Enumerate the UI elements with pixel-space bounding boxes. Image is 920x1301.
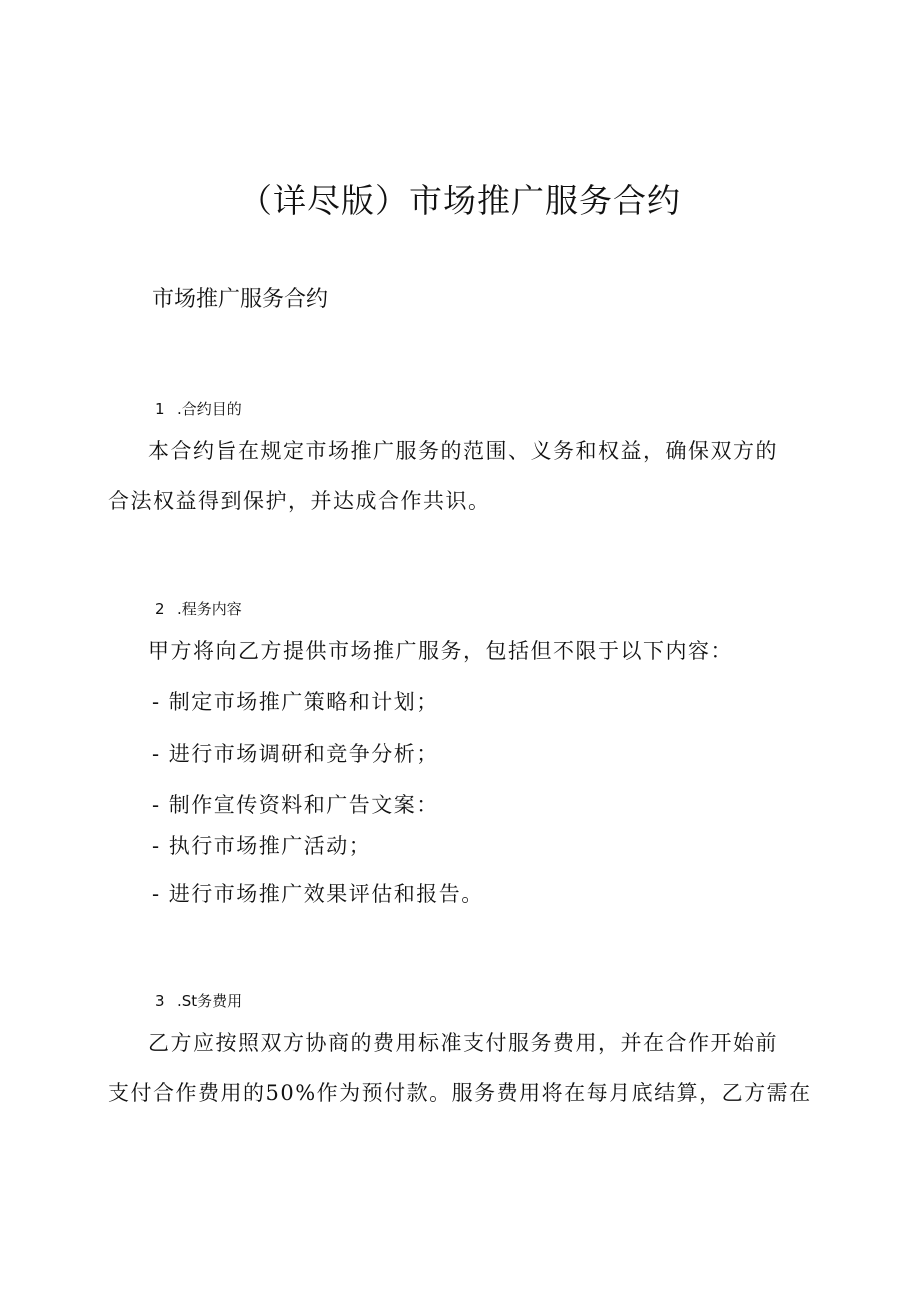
list-item: - 制定市场推广策略和计划； — [152, 690, 439, 714]
section-3-paragraph-line-1: 乙方应按照双方协商的费用标准支付服务费用，并在合作开始前 — [148, 1031, 778, 1055]
section-2-heading — [155, 598, 242, 620]
list-item: - 进行市场调研和竞争分析； — [152, 742, 439, 766]
document-title: （详尽版）市场推广服务合约 — [239, 181, 681, 220]
section-3-paragraph-line-2: 支付合作费用的50%作为预付款。服务费用将在每月底结算，乙方需在 — [108, 1081, 812, 1105]
section-2-intro: 甲方将向乙方提供市场推广服务，包括但不限于以下内容： — [148, 639, 733, 663]
section-3-heading — [155, 990, 242, 1012]
section-2-number: 2 — [155, 600, 165, 618]
list-item: - 制作宣传资料和广告文案： — [152, 793, 439, 817]
section-1-number: 1 — [155, 400, 165, 418]
section-1-heading — [155, 398, 242, 420]
section-1-title: .合约目的 — [177, 400, 242, 418]
section-1-paragraph-line-1: 本合约旨在规定市场推广服务的范围、义务和权益，确保双方的 — [148, 439, 778, 463]
list-item: - 进行市场推广效果评估和报告。 — [152, 882, 484, 906]
section-3-number: 3 — [155, 992, 165, 1010]
list-item: - 执行市场推广活动； — [152, 834, 372, 858]
section-2-title: .程务内容 — [177, 600, 242, 618]
section-3-title: .St务费用 — [177, 992, 243, 1010]
document-subtitle: 市场推广服务合约 — [152, 287, 329, 312]
section-1-paragraph-line-2: 合法权益得到保护，并达成合作共识。 — [108, 489, 491, 513]
